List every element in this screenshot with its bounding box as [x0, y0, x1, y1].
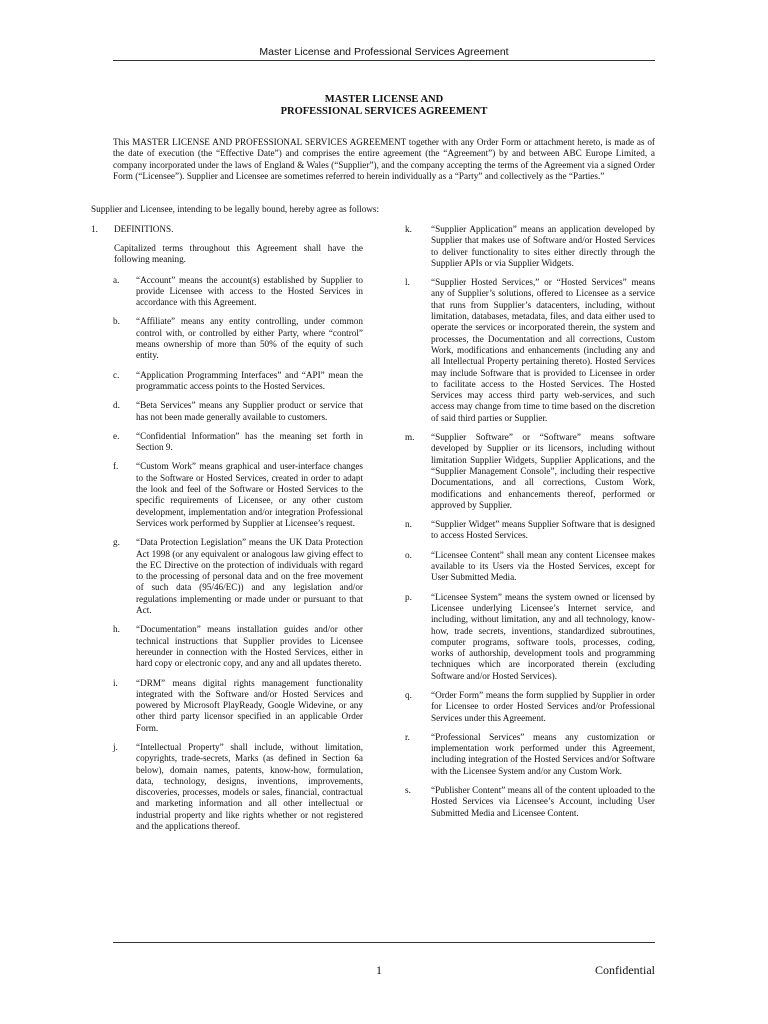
definition-text: “Confidential Information” has the meaning set forth in Section 9. — [136, 430, 363, 453]
definition-marker: h. — [113, 624, 120, 635]
definition-item — [91, 678, 363, 734]
confidential-label: Confidential — [595, 963, 655, 977]
left-column — [91, 224, 363, 840]
definition-item — [405, 224, 655, 269]
definition-text: “Documentation” means installation guides and/or other technical instructions that Supplier provides to Licensee hereunder in connection with the Hosted Services, either in hard copy or electronic copy, and any and all updates thereto. — [136, 624, 363, 669]
definition-item — [405, 519, 655, 542]
definition-text: “Supplier Widget” means Supplier Software that is designed to access Hosted Services. — [431, 519, 655, 541]
definition-item — [91, 400, 363, 423]
definition-text: “Data Protection Legislation” means the UK Data Protection Act 1998 (or any equivalent or analogous law giving effect to the EC Directive on the protection of individuals with regard to the processing of personal data and on the free movement of such data (95/46/EC)) and any legislation and/or regulations implementing or made under or pursuant to that Act. — [136, 537, 363, 616]
definitions-right-list — [405, 224, 655, 819]
page-number: 1 — [376, 963, 382, 977]
definition-marker: l. — [405, 277, 410, 288]
definition-marker: d. — [113, 400, 120, 411]
definition-item — [405, 690, 655, 724]
definition-item — [405, 785, 655, 819]
definition-item — [91, 431, 363, 454]
definition-text: “Professional Services” means any customization or implementation work performed under this Agreement, including integration of the Hosted Services and/or Software with the Licensee System and/or any Custom Work. — [431, 731, 655, 776]
definition-marker: m. — [405, 432, 415, 443]
section-title: DEFINITIONS. — [114, 224, 174, 234]
definition-text: “Licensee System” means the system owned or licensed by Licensee underlying Licensee’s Internet service, and including, without limitation, any and all technology, know-how, trade secrets, inventions, standardized subroutines, computer programs, software tools, processes, coding, works of authorship, development tools and programming techniques which are incorporated therein (excluding Software and/or Hosted Services). — [431, 591, 655, 681]
definition-text: “Intellectual Property” shall include, without limitation, copyrights, trade-secrets, Marks (as defined in Section 6a below), domain names, patents, know-how, formulation, data, technology, designs, inventions, improvements, discoveries, processes, models or sales, financial, contractual and marketing information and all other intellectual or industrial property and like rights whether or not registered and the applications thereof. — [136, 741, 363, 832]
definition-item — [91, 370, 363, 393]
definition-text: “Order Form” means the form supplied by Supplier in order for Licensee to order Hosted Services and/or Professional Services under this Agreement. — [431, 689, 655, 723]
definition-marker: i. — [113, 677, 118, 688]
definition-marker: b. — [113, 316, 120, 327]
title-line-1: MASTER LICENSE AND — [324, 94, 444, 105]
definition-marker: g. — [113, 537, 120, 548]
definition-item — [91, 275, 363, 309]
definition-item — [91, 316, 363, 361]
definition-marker: q. — [405, 689, 412, 700]
running-header: Master License and Professional Services Agreement — [259, 46, 509, 58]
definition-marker: c. — [113, 369, 120, 380]
definition-text: “Supplier Application” means an application developed by Supplier that makes use of Software and/or Hosted Services to deliver functionality to sites either directly through the Supplier APIs or via Supplier Widgets. — [431, 224, 655, 268]
definition-marker: j. — [113, 741, 118, 752]
definition-text: “Affiliate” means any entity controlling, under common control with, or controlled by either Party, where “control” means ownership of more than 50% of the equity of such entity. — [136, 316, 363, 361]
definition-text: “DRM” means digital rights management functionality integrated with the Software and/or Hosted Services and powered by Microsoft PlayReady, Google Widevine, or any other third party licensor specified in an applicable Order Form. — [136, 677, 363, 733]
definition-marker: o. — [405, 549, 412, 560]
definitions-left-list — [91, 275, 363, 833]
title-line-2: PROFESSIONAL SERVICES AGREEMENT — [280, 106, 488, 117]
agreement-statement: Supplier and Licensee, intending to be legally bound, hereby agree as follows: — [91, 204, 380, 214]
footer-rule — [113, 942, 655, 943]
definition-item — [91, 537, 363, 616]
definition-item — [405, 432, 655, 511]
definition-text: “Account” means the account(s) established by Supplier to provide Licensee with access to the Hosted Services in accordance with this Agreement. — [136, 274, 363, 308]
definition-marker: e. — [113, 430, 120, 441]
document-title — [0, 94, 768, 118]
definition-text: “Application Programming Interfaces” and “API” mean the programmatic access points to the Hosted Services. — [136, 369, 363, 391]
definition-text: “Beta Services” means any Supplier product or service that has not been made generally available to customers. — [136, 400, 363, 422]
definition-text: “Custom Work” means graphical and user-interface changes to the Software or Hosted Services, created in order to adapt the look and feel of the Software or Hosted Services to the specific requirements of Licensee, or any other custom development, implementation and/or integration Professional Services work performed by Supplier at Licensee’s request. — [136, 461, 363, 528]
section-number: 1. — [91, 224, 98, 234]
section-heading — [91, 224, 363, 238]
definition-marker: k. — [405, 224, 412, 234]
definition-text: “Supplier Hosted Services,” or “Hosted Services” means any of Supplier’s solutions, offered to Licensee as a service that runs from Supplier’s datacenters, including, without limitation, databases, metadata, files, and data either used to operate the services or incorporated therein, the system and processes, the Documentation and all corrections, Custom Work, modifications and enhancements (including any and all Intellectual Property pertaining thereto). Hosted Services may include Software that is provided to Licensee in order to facilitate access to the Hosted Services. The Hosted Services may access third party web-services, and such access may change from time to time based on the discretion of said third parties or Supplier. — [431, 277, 655, 423]
right-column — [405, 224, 655, 827]
definition-item — [405, 592, 655, 682]
definition-marker: s. — [405, 785, 411, 796]
section-intro: Capitalized terms throughout this Agreement shall have the following meaning. — [114, 243, 363, 265]
definition-item — [91, 624, 363, 669]
definition-item — [405, 732, 655, 777]
definition-text: “Licensee Content” shall mean any content Licensee makes available to its Users via the Hosted Services, except for User Submitted Media. — [431, 549, 655, 583]
header-rule — [113, 60, 655, 61]
definition-item — [91, 461, 363, 529]
definition-item — [405, 550, 655, 584]
definition-marker: n. — [405, 519, 412, 530]
definition-marker: p. — [405, 591, 412, 602]
definition-marker: a. — [113, 274, 120, 285]
definition-item — [91, 742, 363, 832]
definition-text: “Supplier Software” or “Software” means software developed by Supplier or its licensors, including without limitation Supplier Widgets, Supplier Applications, and the “Supplier Management Console”, including their respective Documentations, and all corrections, Custom Work, modifications and enhancements thereof, performed or approved by Supplier. — [431, 432, 655, 510]
definition-text: “Publisher Content” means all of the content uploaded to the Hosted Services via Licensee’s Account, including User Submitted Media and Licensee Content. — [431, 785, 655, 818]
intro-paragraph: This MASTER LICENSE AND PROFESSIONAL SERVICES AGREEMENT together with any Order Form or attachment hereto, is made as of the date of execution (the “Effective Date”) and comprises the entire agreement (the “Agreement”) by and between ABC Europe Limited, a company incorporated under the laws of England & Wales (“Supplier”), and the company accepting the terms of the Agreement via a signed Order Form (“Licensee”). Supplier and Licensee are sometimes referred to herein individually as a “Party” and collectively as the “Parties.” — [113, 137, 655, 182]
definition-item — [405, 277, 655, 424]
definition-marker: r. — [405, 731, 410, 742]
definition-marker: f. — [113, 461, 119, 472]
